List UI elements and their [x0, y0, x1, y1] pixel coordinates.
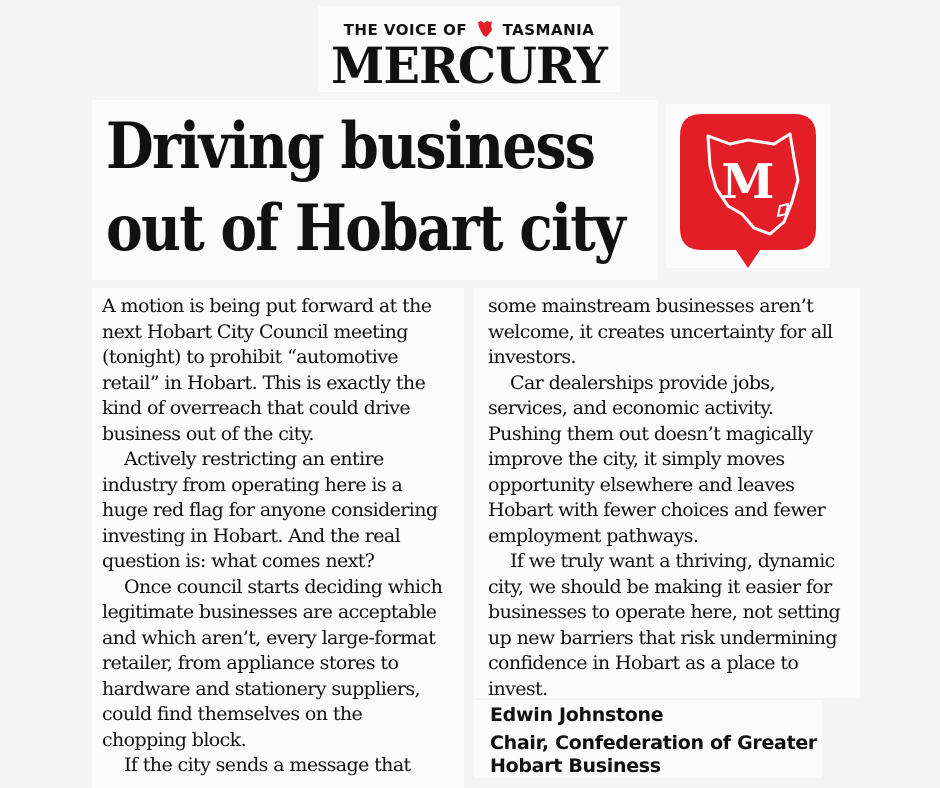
- text-line: huge red flag for anyone considering: [102, 499, 438, 521]
- headline-line-2: out of Hobart city: [106, 191, 625, 266]
- text-line: A motion is being put forward at the: [102, 295, 432, 317]
- tagline-left: THE VOICE OF: [343, 21, 468, 39]
- text-line: invest.: [488, 677, 548, 700]
- text-line: could find themselves on the: [102, 703, 363, 725]
- text-line: business out of the city.: [102, 422, 314, 445]
- text-line: improve the city, it simply moves: [488, 448, 785, 470]
- text-line: Pushing them out doesn’t magically: [488, 422, 813, 445]
- masthead: [318, 6, 620, 95]
- text-line: retail” in Hobart. This is exactly the: [102, 371, 426, 394]
- masthead-brand: MERCURY: [331, 36, 607, 95]
- text-line: and which aren’t, every large-format: [102, 626, 436, 649]
- headline-line-1: Driving business: [106, 109, 595, 184]
- text-line: services, and economic activity.: [488, 397, 774, 419]
- letter-column-2: [474, 288, 860, 698]
- text-line: industry from operating here is a: [102, 473, 403, 496]
- text-line: hardware and stationery suppliers,: [102, 677, 420, 700]
- text-line: next Hobart City Council meeting: [102, 320, 408, 343]
- text-line: Once council starts deciding which: [124, 575, 443, 598]
- text-line: Actively restricting an entire: [124, 448, 384, 470]
- text-line: chopping block.: [102, 728, 247, 751]
- text-line: some mainstream businesses aren’t: [488, 295, 814, 317]
- letter-column-1: [92, 288, 464, 788]
- text-line: up new barriers that risk undermining: [488, 626, 837, 649]
- text-line: city, we should be making it easier for: [488, 575, 832, 598]
- signature-block: [474, 700, 822, 778]
- author-title: Chair, Confederation of Greater Hobart Business: [490, 732, 818, 777]
- text-line: investing in Hobart. And the real: [102, 524, 401, 547]
- text-line: Car dealerships provide jobs,: [510, 371, 775, 394]
- headline-block: [92, 100, 658, 280]
- logo-box: [666, 104, 830, 268]
- text-line: (tonight) to prohibit “automotive: [102, 346, 399, 368]
- text-line: opportunity elsewhere and leaves: [488, 473, 795, 496]
- text-line: retailer, from appliance stores to: [102, 652, 399, 674]
- text-line: If we truly want a thriving, dynamic: [510, 550, 835, 572]
- logo-letter: M: [721, 154, 775, 210]
- headline: [106, 106, 624, 270]
- text-line: investors.: [488, 346, 576, 368]
- text-line: kind of overreach that could drive: [102, 397, 410, 419]
- tagline-right: TASMANIA: [502, 21, 595, 39]
- text-line: Hobart with fewer choices and fewer: [488, 499, 826, 521]
- text-line: businesses to operate here, not setting: [488, 601, 841, 623]
- text-line: legitimate businesses are acceptable: [102, 601, 437, 623]
- author-name: Edwin Johnstone: [490, 704, 664, 726]
- text-line: If the city sends a message that: [124, 754, 411, 776]
- text-line: employment pathways.: [488, 524, 699, 547]
- mercury-app-logo-icon: [676, 110, 820, 270]
- text-line: welcome, it creates uncertainty for all: [488, 320, 833, 343]
- text-line: question is: what comes next?: [102, 550, 375, 572]
- text-line: confidence in Hobart as a place to: [488, 652, 799, 674]
